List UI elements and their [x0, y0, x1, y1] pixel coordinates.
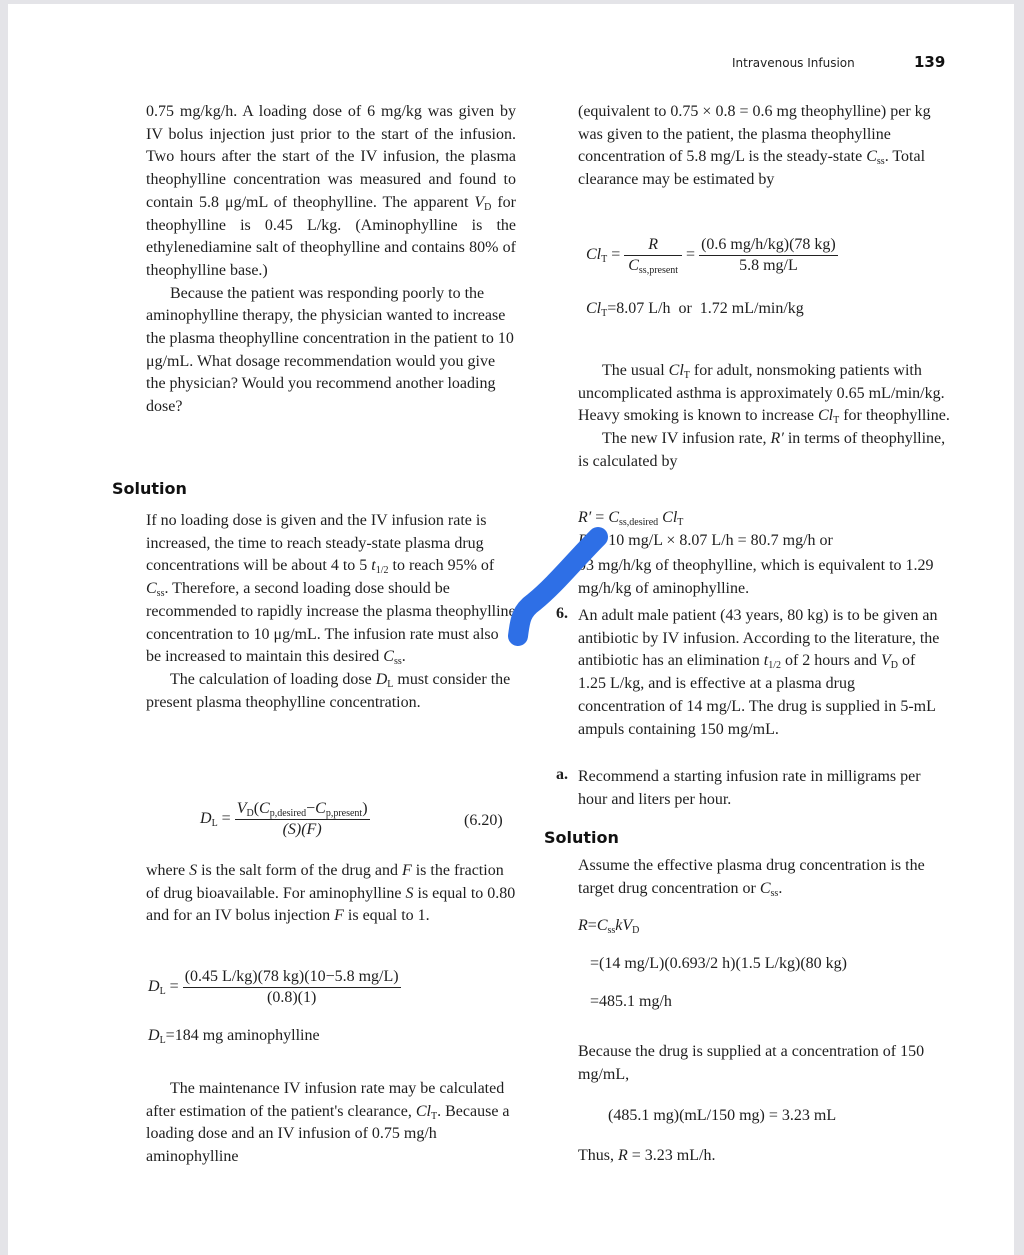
paragraph-loading-dose-rationale: If no loading dose is given and the IV infusion rate is increased, the time to reach steady-state plasma drug concentrations will be about 4 to 5 $t_{1/2}$ to reach 95% of $C_{ss}$. Therefore, a second loading dose should be recommended to rapidly increase the plasma theophylline concentration to 10 μg/mL. The infusion rate must also be increased to maintain this desired $C_{ss}$.	[146, 512, 516, 668]
left-column	[146, 101, 516, 419]
paragraph-assume: Assume the effective plasma drug concentration is the target drug concentration or $C_{ss}$.	[578, 857, 925, 899]
problem-6-text: An adult male patient (43 years, 80 kg) is to be given an antibiotic by IV infusion. According to the literature, the antibiotic has an elimination $t_{1/2}$ of 2 hours and $V_D$ of 1.25 L/kg, and is effective at a plasma drug concentration of 14 mg/L. The drug is supplied in 5-mL ampuls containing 150 mg/mL.	[578, 607, 940, 738]
equation-number: (6.20)	[464, 812, 503, 829]
paragraph-new-rate: The new IV infusion rate, R′ in terms of theophylline, is calculated by	[578, 430, 946, 470]
fraction: $\frac{V_D(C_{p,desired}-C_{p,present})}{(S)(F)}$	[236, 800, 368, 838]
conclusion: Thus, R = 3.23 mL/h.	[578, 1147, 716, 1164]
solution-heading-left: Solution	[112, 479, 187, 498]
equation-new-rate-value: R′ = 10 mg/L × 8.07 L/h = 80.7 mg/h or	[578, 532, 833, 549]
paragraph-case-description: 0.75 mg/kg/h. A loading dose of 6 mg/kg was given by IV bolus injection just prior to the start of the infusion. Two hours after the start of the IV infusion, the plasma theophylline concentration was measured and found to contain 5.8 μg/mL of theophylline. The apparent $V_D$ for theophylline is 0.45 L/kg. (Aminophylline is the ethylenediamine salt of theophylline and contains 80% of theophylline base.)	[146, 103, 517, 279]
equation-clearance-result: $Cl_T=8.07$ L/h or 1.72 mL/min/kg	[586, 300, 804, 319]
paragraph-maintenance-rate: The maintenance IV infusion rate may be calculated after estimation of the patient's clearance, $Cl_T$. Because a loading dose and an IV infusion of 0.75 mg/h aminophylline	[146, 1080, 510, 1166]
problem-number: 6.	[556, 605, 568, 622]
solution-heading-right: Solution	[544, 828, 619, 847]
equation-infusion-rate-substitution: =(14 mg/L)(0.693/2 h)(1.5 L/kg)(80 kg)	[590, 955, 847, 972]
right-column	[578, 101, 950, 192]
paragraph-usual-clearance: The usual $Cl_T$ for adult, nonsmoking patients with uncomplicated asthma is approximately 0.65 mL/min/kg. Heavy smoking is known to increase $Cl_T$ for theophylline.	[578, 362, 950, 427]
right-column-middle	[578, 360, 950, 474]
equation-6-20: $D_L$ = $\frac{V_D(C_{p,desired}-C_{p,present})}{(S)(F)}$	[200, 800, 368, 838]
equation-new-rate: $R' = C_{ss,desired}$ $Cl_T$	[578, 509, 684, 528]
running-header: Intravenous Infusion	[732, 56, 855, 70]
paragraph-new-rate-per-kg: 03 mg/h/kg of theophylline, which is equivalent to 1.29 mg/h/kg of aminophylline.	[578, 557, 934, 597]
paragraph-loading-dose-calc: The calculation of loading dose $D_L$ must consider the present plasma theophylline concentration.	[146, 670, 511, 711]
paragraph-question: Because the patient was responding poorly to the aminophylline therapy, the physician wanted to increase the plasma theophylline concentration in the patient to 10 μg/mL. What dosage recommendation would you give the physician? Would you recommend another loading dose?	[146, 284, 514, 416]
equation-loading-dose-calc: $D_L$ = $\frac{(0.45 L/kg)(78 kg)(10-5.8 mg/L)}{(0.8)(1)}$	[148, 968, 399, 1006]
page-number: 139	[914, 53, 946, 71]
part-label: a.	[556, 766, 568, 783]
equation-loading-dose-result: $D_L=184$ mg aminophylline	[148, 1027, 320, 1046]
left-column-solution	[146, 510, 516, 714]
part-a-text: Recommend a starting infusion rate in milligrams per hour and liters per hour.	[578, 768, 921, 808]
paragraph-equivalent: (equivalent to 0.75 × 0.8 = 0.6 mg theophylline) per kg was given to the patient, the plasma theophylline concentration of 5.8 mg/L is the steady-state $C_{ss}$. Total clearance may be estimated by	[578, 103, 931, 189]
equation-infusion-rate: $R=C_{ss}kV_D$	[578, 917, 640, 936]
equation-volume: (485.1 mg)(mL/150 mg) = 3.23 mL	[608, 1107, 837, 1124]
paragraph-supplied-concentration: Because the drug is supplied at a concentration of 150 mg/mL,	[578, 1043, 925, 1083]
equation-clearance: $Cl_T$ = $\frac{R}{C_{ss,present}}$ = $\frac{(0.6 mg/h/kg)(78 kg)}{5.8 mg/L}$	[586, 236, 836, 276]
equation-infusion-rate-result: =485.1 mg/h	[590, 993, 672, 1010]
paragraph-salt-form: where S is the salt form of the drug and F is the fraction of drug bioavailable. For aminophylline S is equal to 0.80 and for an IV bolus injection F is equal to 1.	[146, 862, 516, 925]
